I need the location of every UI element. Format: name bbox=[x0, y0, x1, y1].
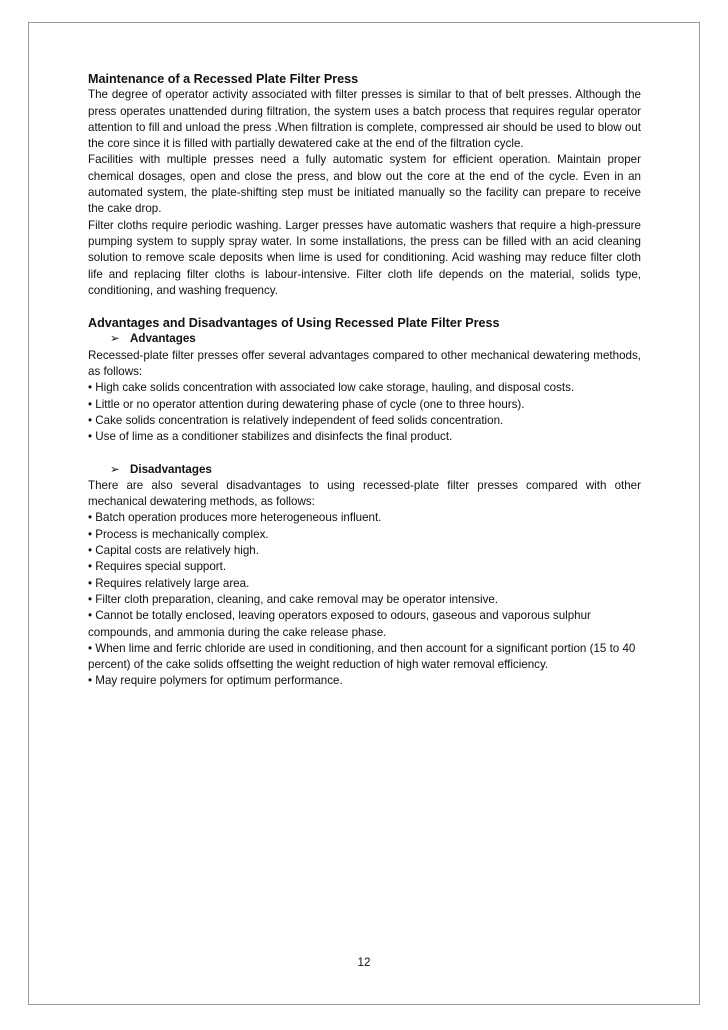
disadvantages-subheading bbox=[88, 462, 641, 478]
maintenance-paragraph-2: Facilities with multiple presses need a fully automatic system for efficient operation. Maintain proper chemical dosages, open and close the press, and blow out the core at the end of the cycle. Even in an automated system, the plate-shifting step must be initiated manually so the facility can prepare to receive the cake drop. bbox=[88, 153, 641, 216]
arrow-bullet-icon: ➢ bbox=[110, 462, 120, 476]
list-item: • When lime and ferric chloride are used in conditioning, and then account for a significant portion (15 to 40 percent) of the cake solids offsetting the weight reduction of high water removal efficiency. bbox=[88, 641, 636, 672]
list-item: • Requires relatively large area. bbox=[88, 576, 250, 590]
list-item: • Cake solids concentration is relatively independent of feed solids concentration. bbox=[88, 413, 504, 427]
document-body bbox=[88, 71, 641, 690]
disadvantages-title: Disadvantages bbox=[130, 462, 212, 476]
maintenance-heading: Maintenance of a Recessed Plate Filter Press bbox=[88, 72, 359, 86]
advantages-disadvantages-heading: Advantages and Disadvantages of Using Recessed Plate Filter Press bbox=[88, 316, 500, 331]
advantages-title: Advantages bbox=[130, 332, 196, 346]
spacer bbox=[88, 446, 641, 462]
list-item: • Process is mechanically complex. bbox=[88, 527, 269, 541]
list-item: • May require polymers for optimum performance. bbox=[88, 674, 343, 688]
spacer bbox=[88, 299, 641, 315]
arrow-bullet-icon: ➢ bbox=[110, 332, 120, 346]
maintenance-paragraph-3: Filter cloths require periodic washing. Larger presses have automatic washers that require a high-pressure pumping system to supply spray water. In some installations, the press can be filled with an acid cleaning solution to remove scale deposits when lime is used for conditioning. Acid washing may reduce filter cloth life and replacing filter cloths is labour-intensive. Filter cloth life depends on the material, solids type, conditioning, and washing frequency. bbox=[88, 218, 641, 297]
maintenance-paragraph-1: The degree of operator activity associated with filter presses is similar to that of belt presses. Although the press operates unattended during filtration, the system uses a batch process that requires regular operator attention to fill and unload the press .When filtration is complete, compressed air should be used to blow out the core since it is filled with partially dewatered cake at the end of the filtration cycle. bbox=[88, 88, 641, 151]
advantages-subheading bbox=[88, 331, 641, 347]
list-item: • Capital costs are relatively high. bbox=[88, 544, 259, 558]
list-item: • Filter cloth preparation, cleaning, and cake removal may be operator intensive. bbox=[88, 592, 499, 606]
list-item: • Cannot be totally enclosed, leaving operators exposed to odours, gaseous and vaporous sulphur compounds, and ammonia during the cake release phase. bbox=[88, 609, 591, 639]
list-item: • High cake solids concentration with associated low cake storage, hauling, and disposal costs. bbox=[88, 381, 575, 395]
list-item: • Little or no operator attention during dewatering phase of cycle (one to three hours). bbox=[88, 397, 525, 411]
page-number: 12 bbox=[357, 956, 371, 969]
list-item: • Requires special support. bbox=[88, 560, 227, 574]
disadvantages-intro: There are also several disadvantages to using recessed-plate filter presses compared with other mechanical dewatering methods, as follows: bbox=[88, 478, 641, 509]
list-item: • Batch operation produces more heterogeneous influent. bbox=[88, 511, 382, 525]
advantages-intro: Recessed-plate filter presses offer several advantages compared to other mechanical dewatering methods, as follows: bbox=[88, 348, 641, 379]
list-item: • Use of lime as a conditioner stabilizes and disinfects the final product. bbox=[88, 430, 453, 444]
